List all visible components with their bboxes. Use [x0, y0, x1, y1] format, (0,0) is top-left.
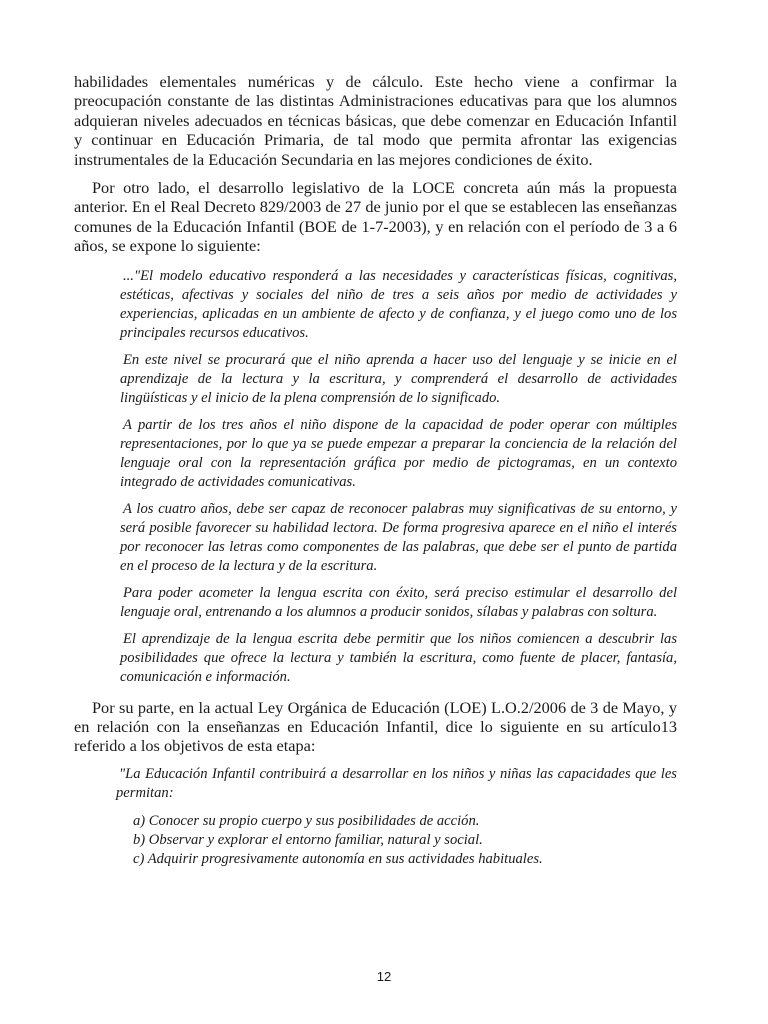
- quote-paragraph: El aprendizaje de la lengua escrita debe permitir que los niños comiencen a descubrir las posibilidades que ofrece la lectura y también la escritura, como fuente de placer, fantasía, comunicación e información.: [120, 630, 677, 685]
- quote-paragraph: En este nivel se procurará que el niño aprenda a hacer uso del lenguaje y se inicie en el aprendizaje de la lectura y la escritura, y comprenderá el desarrollo de actividades lingüísticas y el inicio de la plena comprensión de lo significado.: [120, 351, 677, 406]
- quote-intro: "La Educación Infantil contribuirá a desarrollar en los niños y niñas las capacidades que les permitan:: [116, 765, 677, 801]
- body-paragraph: habilidades elementales numéricas y de cálculo. Este hecho viene a confirmar la preocupación constante de las distintas Administraciones educativas para que los alumnos adquieran niveles adecuados en técnicas básicas, que debe comenzar en Educación Infantil y continuar en Educación Primaria, de tal modo que permita afrontar las exigencias instrumentales de la Educación Secundaria en las mejores condiciones de éxito.: [74, 72, 677, 169]
- quote-paragraph: ..."El modelo educativo responderá a las necesidades y características físicas, cognitivas, estéticas, afectivas y sociales del niño de tres a seis años por medio de actividades y experiencias, aplicadas en un ambiente de afecto y de confianza, y el juego como uno de los principales recursos educativos.: [120, 267, 677, 341]
- page-number: 12: [376, 969, 392, 984]
- quote-paragraph: A partir de los tres años el niño dispone de la capacidad de poder operar con múltiples representaciones, por lo que ya se puede empezar a preparar la conciencia de la relación del lenguaje oral con la representación gráfica por medio de pictogramas, en un contexto integrado de actividades comunicativas.: [120, 416, 677, 490]
- body-paragraph: Por su parte, en la actual Ley Orgánica de Educación (LOE) L.O.2/2006 de 3 de Mayo, y en relación con la enseñanzas en Educación Infantil, dice lo siguiente en su artículo13 referido a los objetivos de esta etapa:: [74, 697, 677, 756]
- page-content: [74, 72, 677, 869]
- quote-paragraph: Para poder acometer la lengua escrita con éxito, será preciso estimular el desarrollo del lenguaje oral, entrenando a los alumnos a producir sonidos, sílabas y palabras con soltura.: [120, 584, 677, 620]
- list-item: a) Conocer su propio cuerpo y sus posibilidades de acción.: [133, 812, 480, 829]
- body-paragraph: Por otro lado, el desarrollo legislativo de la LOCE concreta aún más la propuesta anterior. En el Real Decreto 829/2003 de 27 de junio por el que se establecen las enseñanzas comunes de la Educación Infantil (BOE de 1-7-2003), y en relación con el período de 3 a 6 años, se expone lo siguiente:: [74, 178, 677, 256]
- block-quote: [120, 267, 677, 687]
- list-item: c) Adquirir progresivamente autonomía en sus actividades habituales.: [133, 850, 543, 867]
- quote-paragraph: A los cuatro años, debe ser capaz de reconocer palabras muy significativas de su entorno, y será posible favorecer su habilidad lectora. De forma progresiva aparece en el niño el interés por reconocer las letras como componentes de las palabras, que debe ser el punto de partida en el proceso de la lectura y de la escritura.: [120, 500, 677, 574]
- block-quote: [116, 765, 677, 869]
- objectives-list: [133, 812, 677, 869]
- list-item: b) Observar y explorar el entorno familiar, natural y social.: [133, 831, 483, 848]
